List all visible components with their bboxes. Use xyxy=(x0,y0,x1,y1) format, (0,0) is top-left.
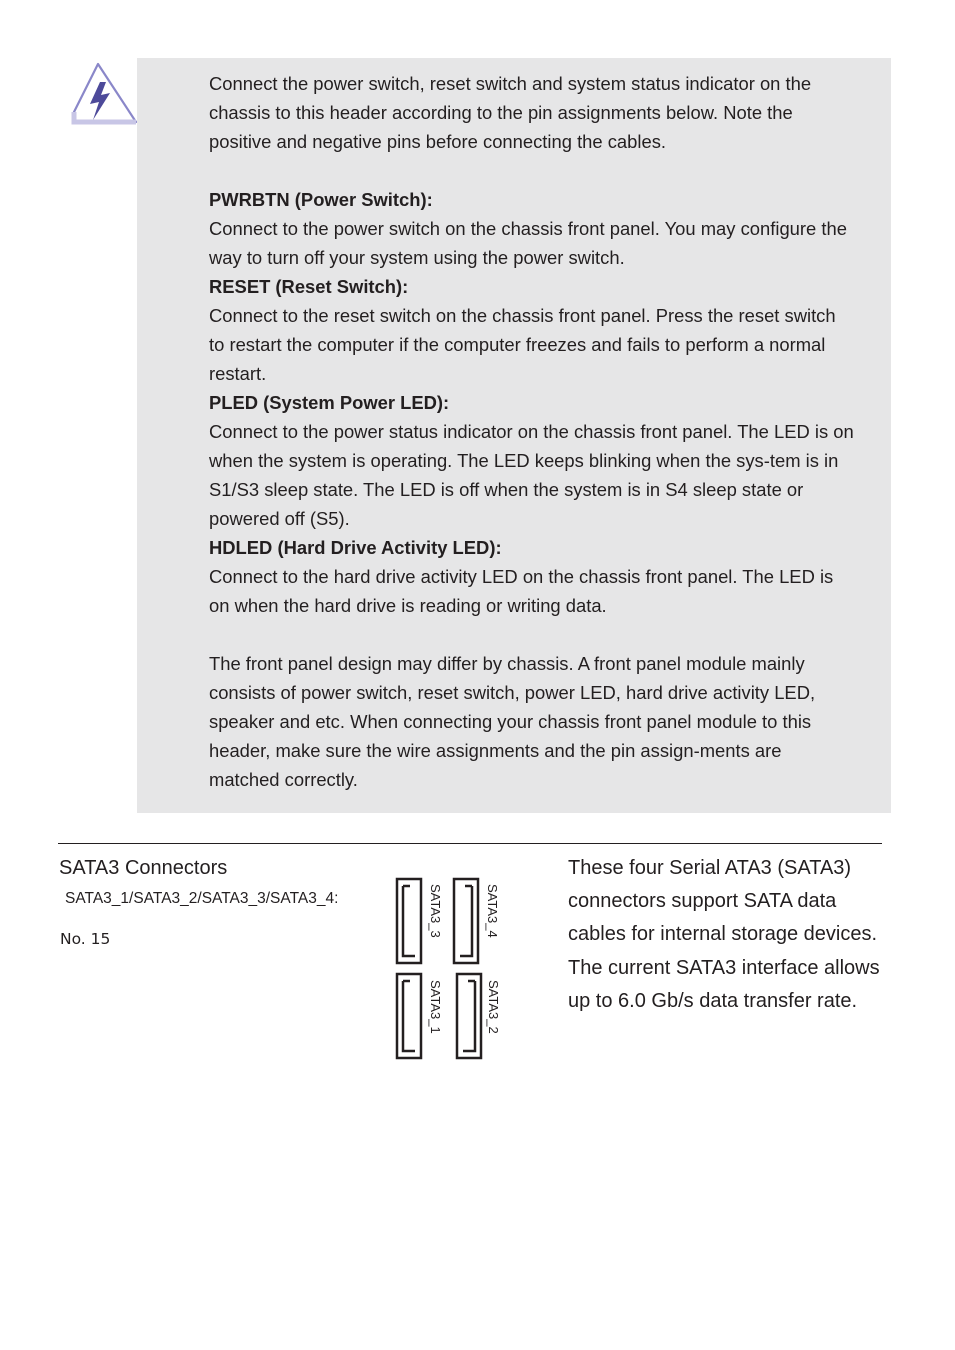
sata3-1-label: SATA3_1 xyxy=(428,980,443,1034)
sata-connector-diagram xyxy=(390,876,520,1066)
pled-heading: PLED (System Power LED): xyxy=(209,392,450,413)
sata3-4-connector-icon xyxy=(454,879,478,963)
sata3-3-connector-icon xyxy=(397,879,421,963)
sata-description: These four Serial ATA3 (SATA3) connectors support SATA data cables for internal storage devices. The current SATA3 interface allows up to 6.0 Gb/s data transfer rate. xyxy=(568,857,880,1012)
section-divider xyxy=(58,843,882,844)
sata3-3-label: SATA3_3 xyxy=(428,884,443,938)
pled-description: Connect to the power status indicator on the chassis front panel. The LED is on when the system is operating. The LED keeps blinking when the sys-tem is in S1/S3 sleep state. The LED is off when the system is in S4 sleep state or powered off (S5). xyxy=(209,421,854,529)
sata-connector-list: SATA3_1/SATA3_2/SATA3_3/SATA3_4: xyxy=(65,890,339,907)
hdled-heading: HDLED (Hard Drive Activity LED): xyxy=(209,537,502,558)
sata3-1-connector-icon xyxy=(397,974,421,1058)
warning-note-box xyxy=(137,58,891,813)
warning-intro-text: Connect the power switch, reset switch and system status indicator on the chassis to this header according to the pin assignments below. Note the positive and negative pins before connecting the cables. xyxy=(209,73,812,152)
sata-item-number: No. 15 xyxy=(60,930,111,948)
pwrbtn-heading: PWRBTN (Power Switch): xyxy=(209,189,433,210)
sata3-2-connector-icon xyxy=(457,974,481,1058)
front-panel-note: The front panel design may differ by chassis. A front panel module mainly consists of power switch, reset switch, power LED, hard drive activity LED, speaker and etc. When connecting your chassis front panel module to this header, make sure the wire assignments and the pin assign-ments are matched correctly. xyxy=(209,653,816,790)
reset-heading: RESET (Reset Switch): xyxy=(209,276,409,297)
sata3-2-label: SATA3_2 xyxy=(486,980,501,1034)
sata3-4-label: SATA3_4 xyxy=(485,884,500,938)
reset-description: Connect to the reset switch on the chassis front panel. Press the reset switch to restart the computer if the computer freezes and fails to perform a normal restart. xyxy=(209,305,836,384)
warning-triangle-lightning-icon xyxy=(66,60,140,126)
hdled-description: Connect to the hard drive activity LED on the chassis front panel. The LED is on when the hard drive is reading or writing data. xyxy=(209,566,834,616)
sata-section-title: SATA3 Connectors xyxy=(59,857,228,879)
pwrbtn-description: Connect to the power switch on the chassis front panel. You may configure the way to turn off your system using the power switch. xyxy=(209,218,847,268)
